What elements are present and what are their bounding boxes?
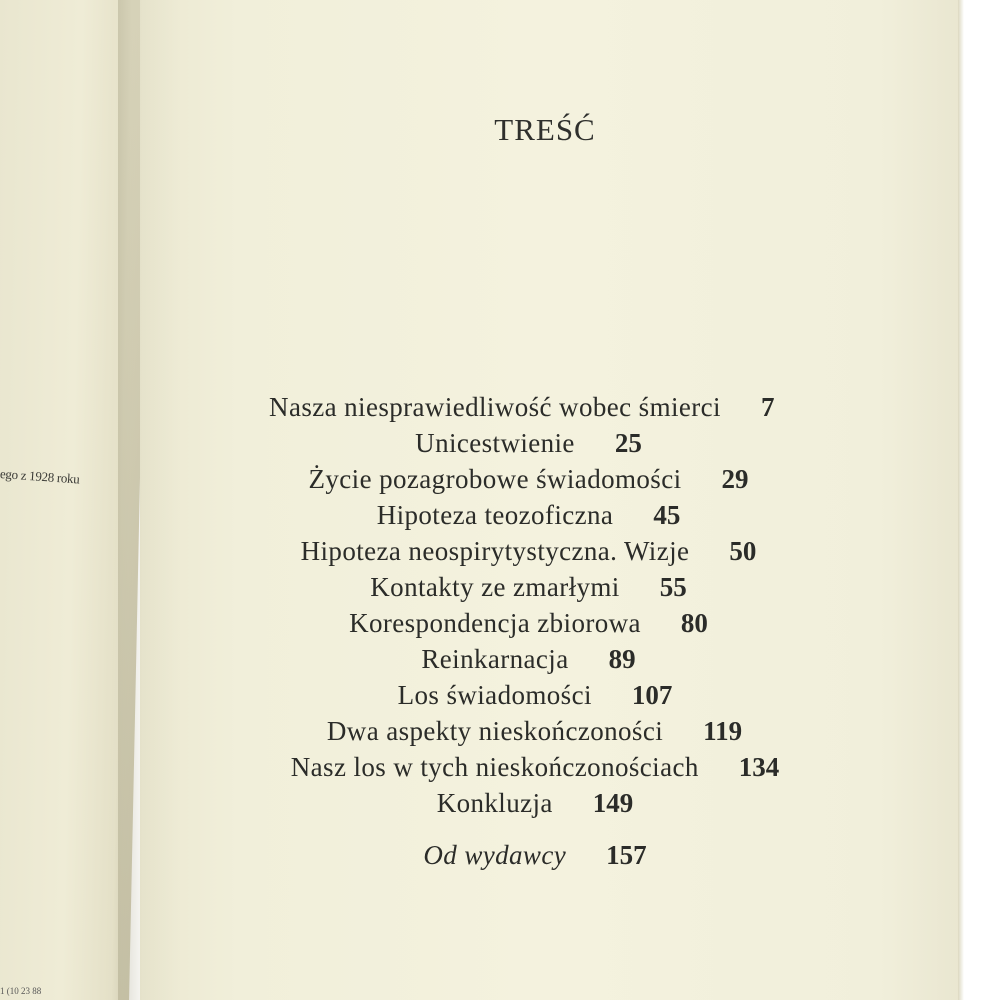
toc-entry	[0, 716, 1000, 752]
toc-entry	[0, 644, 1000, 680]
toc-entry	[0, 392, 1000, 428]
toc-entry	[0, 500, 1000, 536]
toc-entry-label: Nasza niesprawiedliwość wobec śmierci	[269, 392, 721, 422]
toc-entry-label: Korespondencja zbiorowa	[349, 608, 641, 638]
toc-entry-page: 149	[592, 788, 634, 818]
toc-entry	[0, 680, 1000, 716]
toc-entry-label: Nasz los w tych nieskończonościach	[290, 752, 699, 782]
toc-entry-page: 134	[738, 752, 780, 782]
toc-entry-page: 7	[760, 392, 775, 422]
toc-entry	[0, 428, 1000, 464]
page-title: TREŚĆ	[494, 112, 596, 147]
toc-entry-label: Unicestwienie	[415, 428, 575, 458]
toc-entry-label: Reinkarnacja	[421, 644, 569, 674]
toc-entry	[0, 536, 1000, 572]
toc-entry-page: 80	[680, 608, 708, 638]
toc-entry-label: Hipoteza neospirytystyczna. Wizje	[300, 536, 690, 566]
toc-entry-page: 29	[721, 464, 749, 494]
toc-entry-page: 119	[703, 716, 743, 746]
left-page-footer: 1 (10 23 88	[0, 986, 42, 996]
toc-entry-page: 45	[653, 500, 681, 530]
toc-entry-page: 25	[614, 428, 642, 458]
toc-entry	[0, 572, 1000, 608]
toc-entry	[0, 752, 1000, 788]
toc-entry-label: Kontakty ze zmarłymi	[370, 572, 620, 602]
toc-entry-publisher-note	[0, 840, 1000, 876]
toc-entry-page: 55	[659, 572, 687, 602]
toc-entry-label: Konkluzja	[436, 788, 553, 818]
toc-entry	[0, 608, 1000, 644]
toc-entry	[0, 788, 1000, 824]
toc-entry-label: Dwa aspekty nieskończoności	[326, 716, 664, 746]
toc-entry-page: 89	[608, 644, 636, 674]
left-page-caption: ego z 1928 roku	[0, 466, 80, 487]
table-of-contents	[0, 392, 1000, 876]
toc-entry	[0, 464, 1000, 500]
toc-entry-label: Od wydawcy	[423, 840, 567, 870]
toc-entry-label: Los świadomości	[397, 680, 592, 710]
toc-entry-page: 157	[606, 840, 647, 870]
toc-entry-label: Życie pozagrobowe świadomości	[308, 464, 682, 494]
toc-entry-page: 107	[631, 680, 673, 710]
toc-entry-page: 50	[729, 536, 757, 566]
toc-entry-label: Hipoteza teozoficzna	[376, 500, 614, 530]
